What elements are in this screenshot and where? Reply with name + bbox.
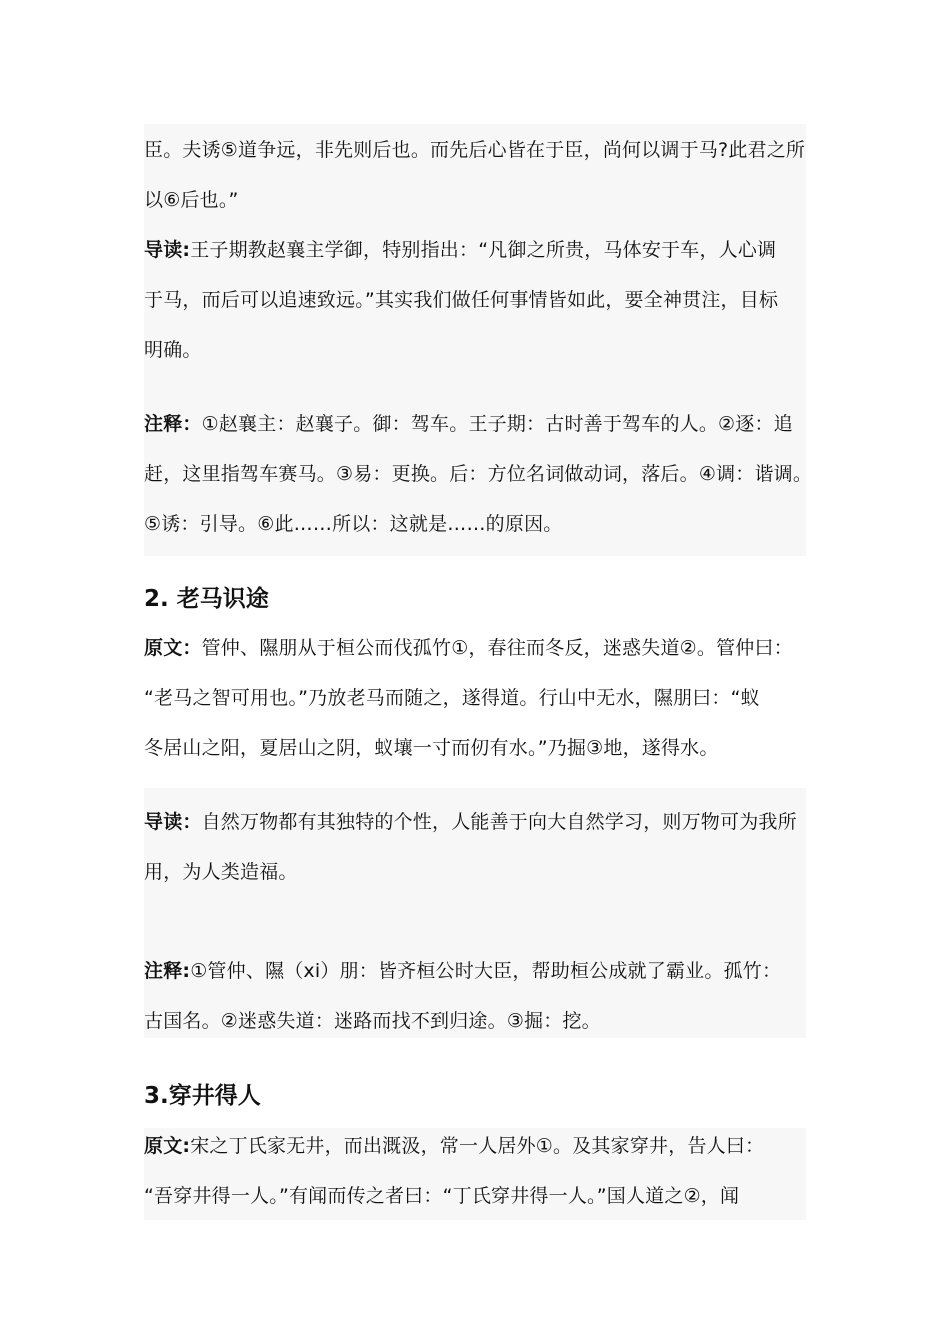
text-line: 古国名。②迷惑失道：迷路而找不到归途。③掘：挖。 (144, 1010, 601, 1032)
original-text: 管仲、隰朋从于桓公而伐孤竹①，春往而冬反，迷惑失道②。管仲曰： (201, 637, 793, 659)
text-line: 明确。 (144, 339, 202, 361)
text-line: 于马，而后可以追速致远。”其实我们做任何事情皆如此，要全神贯注，目标 (144, 289, 779, 311)
text-line: 赶，这里指驾车赛马。③易：更换。后：方位名词做动词，落后。④调：谐调。 (144, 463, 813, 485)
notes-text: ①赵襄主：赵襄子。御：驾车。王子期：古时善于驾车的人。②逐：追 (201, 413, 793, 435)
original-paragraph-line (144, 635, 814, 661)
original-paragraph-line (144, 1133, 814, 1159)
original-label: 原文: (144, 1135, 191, 1157)
notes-text: ①管仲、隰（xi）朋：皆齐桓公时大臣，帮助桓公成就了霸业。孤竹： (190, 960, 782, 982)
text-line: ⑤诱：引导。⑥此……所以：这就是……的原因。 (144, 513, 563, 535)
section-title: 2. 老马识途 (144, 586, 269, 612)
original-label: 原文： (144, 637, 202, 659)
original-text: 宋之丁氏家无井，而出溉汲，常一人居外①。及其家穿井，告人曰： (190, 1135, 765, 1157)
guide-label: 导读: (144, 239, 191, 261)
text-line: “老马之智可用也。”乃放老马而随之，遂得道。行山中无水，隰朋曰：“蚁 (144, 687, 760, 709)
section-title: 3.穿井得人 (144, 1083, 261, 1109)
guide-text: 王子期教赵襄主学御，特别指出：“凡御之所贵，马体安于车，人心调 (190, 239, 777, 261)
guide-label: 导读： (144, 811, 202, 833)
text-line: 臣。夫诱⑤道争远，非先则后也。而先后心皆在于臣，尚何以调于马?此君之所 (144, 139, 806, 161)
text-line: 冬居山之阳，夏居山之阴，蚁壤一寸而仞有水。”乃掘③地，遂得水。 (144, 737, 719, 759)
text-line: 用，为人类造福。 (144, 861, 298, 883)
notes-label: 注释: (144, 960, 191, 982)
guide-paragraph-line (144, 809, 814, 835)
text-line: “吾穿井得一人。”有闻而传之者曰：“丁氏穿井得一人。”国人道之②，闻 (144, 1185, 740, 1207)
guide-paragraph-line (144, 237, 814, 263)
notes-label: 注释： (144, 413, 202, 435)
guide-text: 自然万物都有其独特的个性，人能善于向大自然学习，则万物可为我所 (201, 811, 797, 833)
text-line: 以⑥后也。” (144, 189, 239, 211)
notes-paragraph-line (144, 411, 814, 437)
notes-paragraph-line (144, 958, 814, 984)
